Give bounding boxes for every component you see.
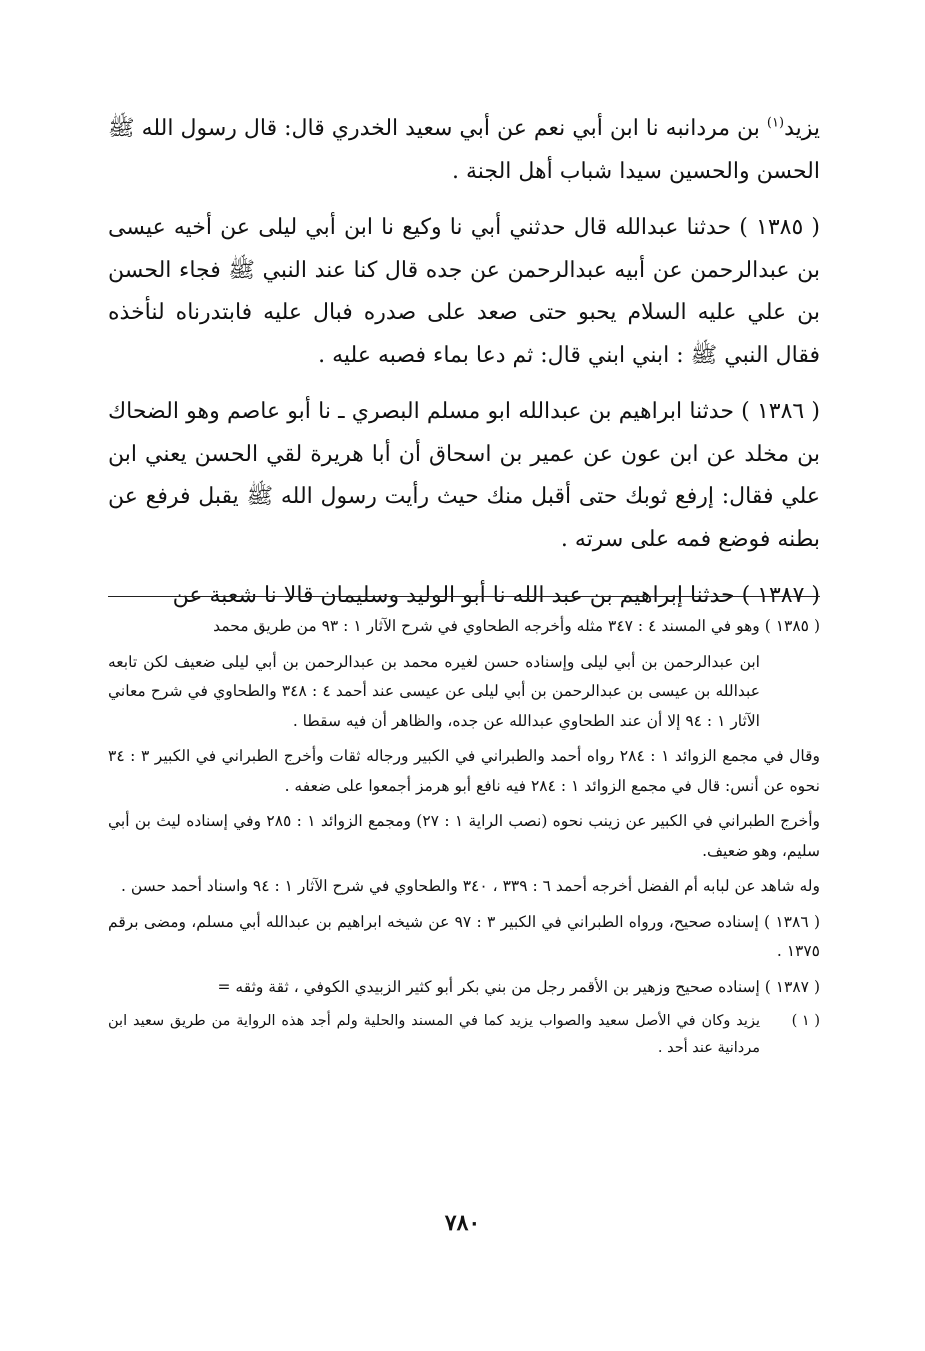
lead-word: يزيد (784, 116, 820, 141)
note-1385-majma: وقال في مجمع الزوائد ١ : ٢٨٤ رواه أحمد والطبراني في الكبير ورجاله ثقات وأخرج الطبراني في الكبير ٣ : ٣٤ نحوه عن أنس: قال في مجمع الزوائد ١ : ٢٨٤ فيه نافع أبو هرمز أجمعوا على ضعفه . (108, 747, 821, 795)
paragraph-text: بن مردانبه نا ابن أبي نعم عن أبي سعيد الخدري قال: قال رسول الله ﷺ الحسن والحسين سيدا شباب أهل الجنة . (108, 116, 820, 184)
continuation-mark: = (217, 977, 231, 996)
note-1387 (108, 973, 820, 1003)
hadith-1385: ( ١٣٨٥ ) حدثنا عبدالله قال حدثني أبي نا وكيع نا ابن أبي ليلى عن أخيه عيسى بن عبدالرحمن عن أبيه عبدالرحمن عن جده قال كنا عند النبي ﷺ فجاء الحسن بن علي عليه السلام يحبو حتى صعد على صدره فبال عليه فابتدرناه لنأخذه فقال النبي ﷺ : ابني ابني قال: ثم دعا بماء فصبه عليه . (108, 215, 820, 368)
note-1385-body: ابن عبدالرحمن بن أبي ليلى وإسناده حسن لغيره محمد بن عبدالرحمن بن أبي ليلى ضعيف لكن تابعه عبدالله بن عيسى بن عبدالرحمن بن أبي ليلى عن عيسى عند أحمد ٤ : ٣٤٨ والطحاوي في شرح معاني الآثار ١ : ٩٤ إلا أن عند الطحاوي عبدالله عن جده، والظاهر أن فيه سقطا . (108, 652, 760, 730)
footnote-reference: (١) (766, 115, 785, 131)
paragraph-continuation (108, 108, 820, 193)
notes-section (108, 612, 820, 1062)
note-1385-lubaba: وله شاهد عن لبابه أم الفضل أخرجه أحمد ٦ : ٣٣٩ ، ٣٤٠ والطحاوي في شرح الآثار ١ : ٩٤ واسناد أحمد حسن . (120, 877, 820, 895)
hadith-1386: ( ١٣٨٦ ) حدثنا ابراهيم بن عبدالله ابو مسلم البصري ـ نا أبو عاصم وهو الضحاك بن مخلد عن ابن عون عن عمير بن اسحاق أن أبا هريرة لقي الحسن يعني ابن علي فقال: إرفع ثوبك حتى أقبل منك حيث رأيت رسول الله ﷺ يقبل فرفع عن بطنه فوضع فمه على سرته . (108, 399, 820, 552)
hadith-1387: ( ١٣٨٧ ) حدثنا إبراهيم بن عبد الله نا أبو الوليد وسليمان قالا نا شعبة عن (172, 583, 820, 608)
footnote-divider (108, 596, 820, 597)
main-text (108, 108, 820, 632)
page-number: ٧٨٠ (444, 1210, 481, 1236)
footnote-marker: ( ١ ) (791, 1013, 820, 1029)
note-1385-zaynab: وأخرج الطبراني في الكبير عن زينب نحوه (نصب الراية ١ : ٢٧) ومجمع الزوائد ١ : ٢٨٥ وفي إسناده ليث بن أبي سليم، وهو ضعيف. (108, 812, 821, 860)
note-1385-head: ( ١٣٨٥ ) وهو في المسند ٤ : ٣٤٧ مثله وأخرجه الطحاوي في شرح الآثار ١ : ٩٣ من طريق محمد (213, 617, 820, 635)
note-1386: ( ١٣٨٦ ) إسناده صحيح، ورواه الطبراني في الكبير ٣ : ٩٧ عن شيخه ابراهيم بن عبدالله أبي مسلم، ومضى برقم ١٣٧٥ . (108, 912, 820, 960)
footnote-text: يزيد وكان في الأصل سعيد والصواب يزيد كما في المسند والحلية ولم أجد هذه الرواية من طريق سعيد ابن مردانية عند أحد . (108, 1013, 760, 1056)
footnote-1 (108, 1008, 820, 1062)
note-1387-text: ( ١٣٨٧ ) إسناده صحيح وزهير بن الأقمر رجل من بني بكر أبو كثير الزبيدي الكوفي ، ثقة وثقه (235, 977, 820, 996)
